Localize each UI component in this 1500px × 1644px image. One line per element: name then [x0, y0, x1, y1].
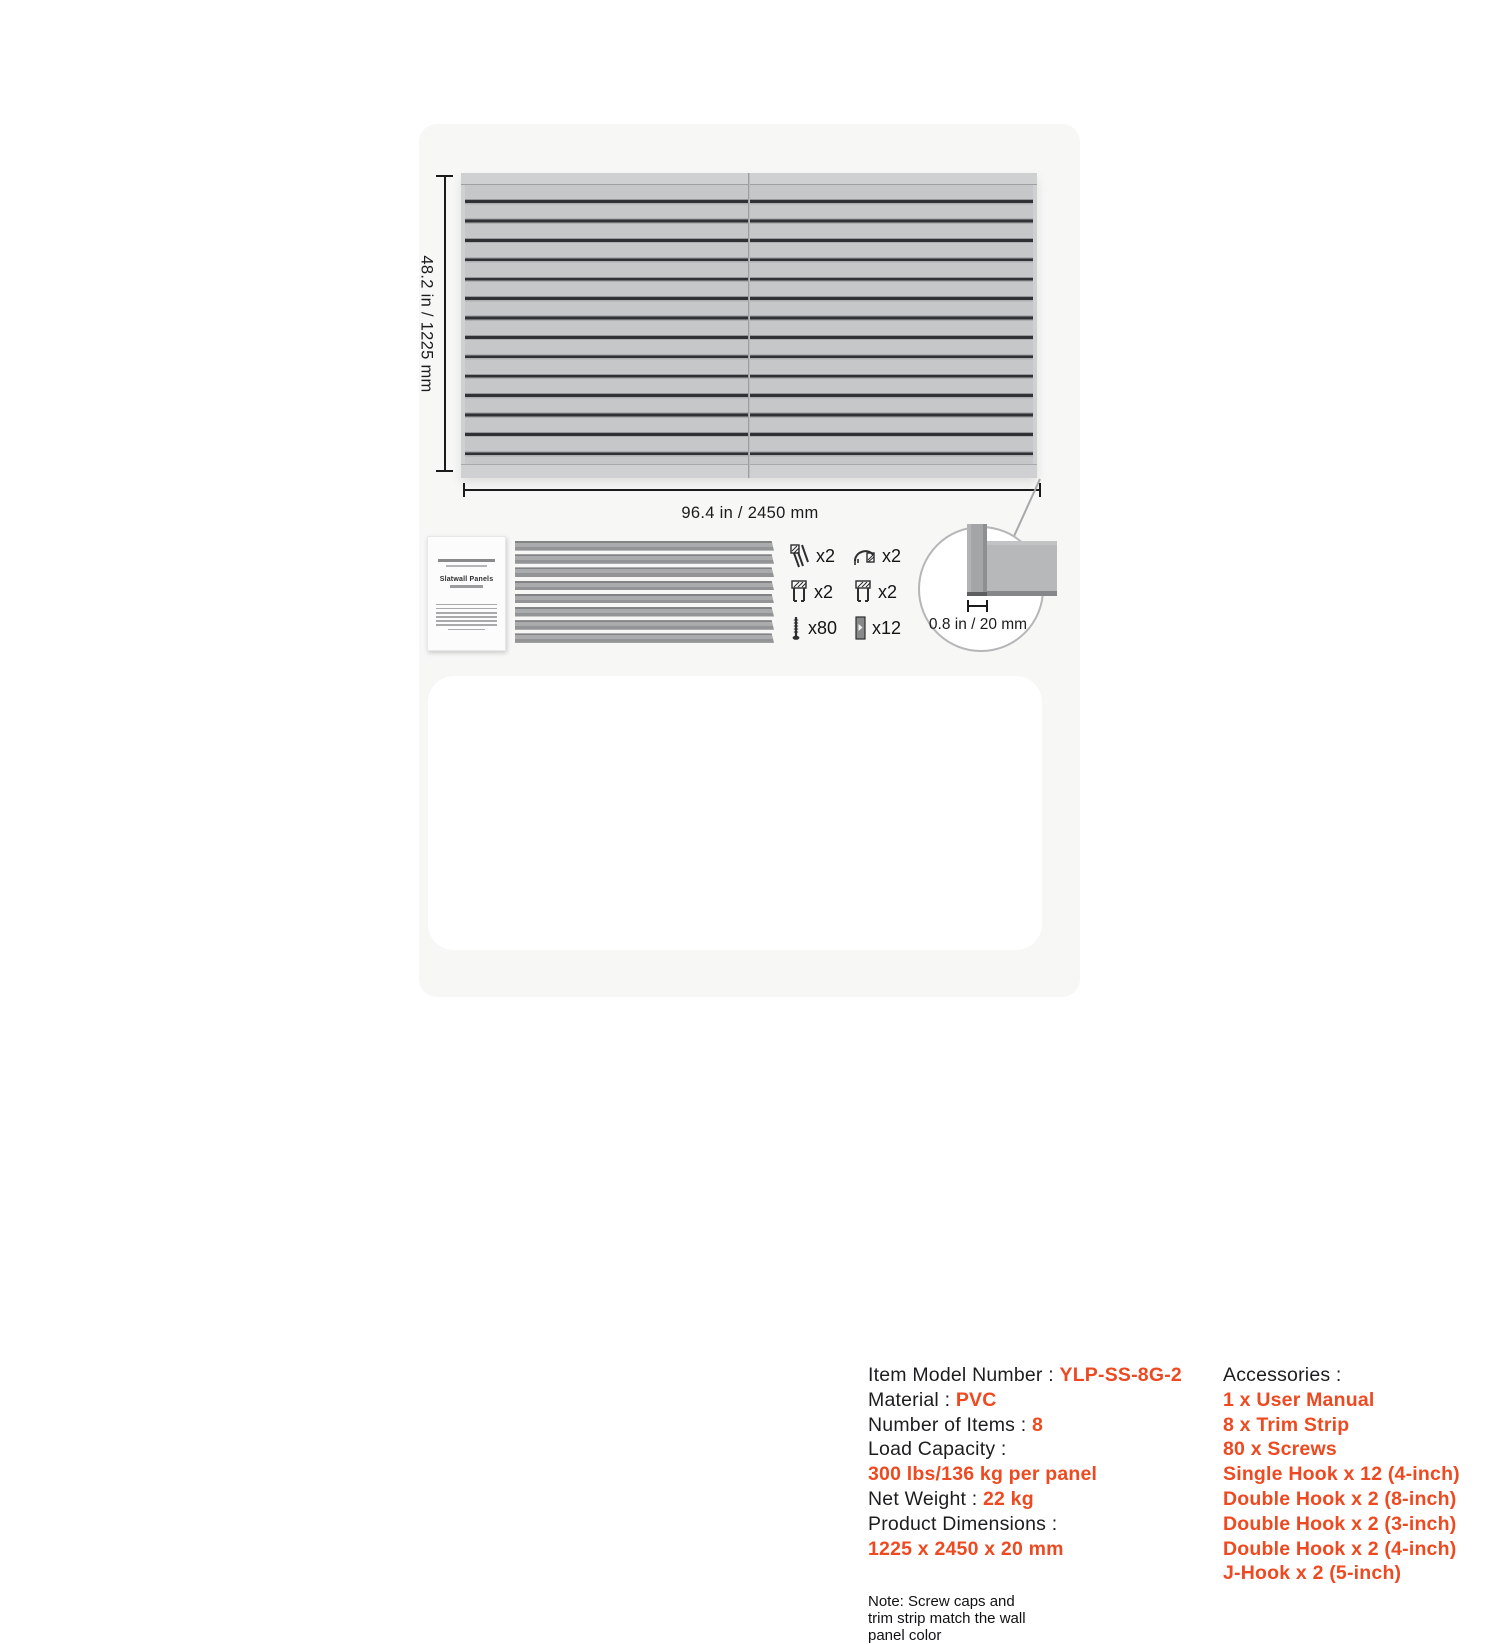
j-hook-icon [852, 544, 878, 568]
accessory-list-item: Double Hook x 2 (3-inch) [1223, 1512, 1457, 1535]
panel-edge-cross-section [967, 524, 987, 596]
spec-note: Note: Screw caps and trim strip match the wall panel color [868, 1593, 1026, 1644]
slatwall-panel-image [461, 173, 1037, 478]
spec-line: Net Weight : 22 kg [868, 1487, 1034, 1510]
panel-center-seam [748, 173, 750, 478]
accessory-quantities [788, 538, 916, 646]
accessory-item [788, 614, 852, 642]
accessory-list-item: 1 x User Manual [1223, 1388, 1375, 1411]
height-dimension-line [444, 176, 446, 472]
panel-body-cross-section [987, 541, 1057, 596]
spec-card [428, 676, 1460, 1644]
spec-line: 1225 x 2450 x 20 mm [868, 1537, 1064, 1560]
double-hook-icon [788, 579, 810, 605]
accessory-qty: x80 [808, 617, 838, 638]
spec-line: Load Capacity : [868, 1438, 1007, 1461]
thickness-dimension-label: 0.8 in / 20 mm [928, 616, 1028, 633]
accessory-list-item: J-Hook x 2 (5-inch) [1223, 1562, 1402, 1585]
screw-icon [788, 614, 804, 642]
double-hook-icon [852, 579, 874, 605]
accessory-item [852, 614, 916, 642]
accessory-qty: x12 [872, 617, 902, 638]
accessory-qty: x2 [882, 545, 902, 566]
single-hook-icon [852, 614, 868, 642]
user-manual-image [427, 536, 506, 651]
width-dimension-line [463, 489, 1041, 491]
manual-text-lines [436, 604, 497, 631]
spec-line: Number of Items : 8 [868, 1413, 1044, 1436]
accessory-list-item: Double Hook x 2 (4-inch) [1223, 1537, 1457, 1560]
trim-strips-image [515, 541, 774, 647]
accessories-header: Accessories : [1223, 1364, 1342, 1386]
accessory-item [788, 543, 852, 569]
spec-line: 300 lbs/136 kg per panel [868, 1463, 1098, 1486]
accessory-item [788, 579, 852, 605]
accessory-qty: x2 [816, 545, 836, 566]
accessory-list-item: 80 x Screws [1223, 1438, 1337, 1461]
spec-line: Material : PVC [868, 1388, 997, 1411]
accessory-item [852, 579, 916, 605]
double-hook-icon [788, 543, 812, 569]
spec-column-left [868, 1363, 1218, 1561]
spec-line: Item Model Number : YLP-SS-8G-2 [868, 1364, 1182, 1386]
accessory-list-item: 8 x Trim Strip [1223, 1413, 1350, 1436]
accessory-list-item: Single Hook x 12 (4-inch) [1223, 1463, 1460, 1486]
width-dimension-label: 96.4 in / 2450 mm [681, 504, 819, 522]
accessory-item [852, 544, 916, 568]
spec-line: Product Dimensions : [868, 1512, 1058, 1535]
accessory-qty: x2 [878, 581, 898, 602]
manual-title: Slatwall Panels [439, 576, 494, 583]
accessory-qty: x2 [814, 581, 834, 602]
spec-column-right [1223, 1363, 1473, 1586]
thickness-callout [918, 526, 1044, 652]
accessory-list-item: Double Hook x 2 (8-inch) [1223, 1487, 1457, 1510]
height-dimension-label: 48.2 in / 1225 mm [417, 255, 436, 393]
